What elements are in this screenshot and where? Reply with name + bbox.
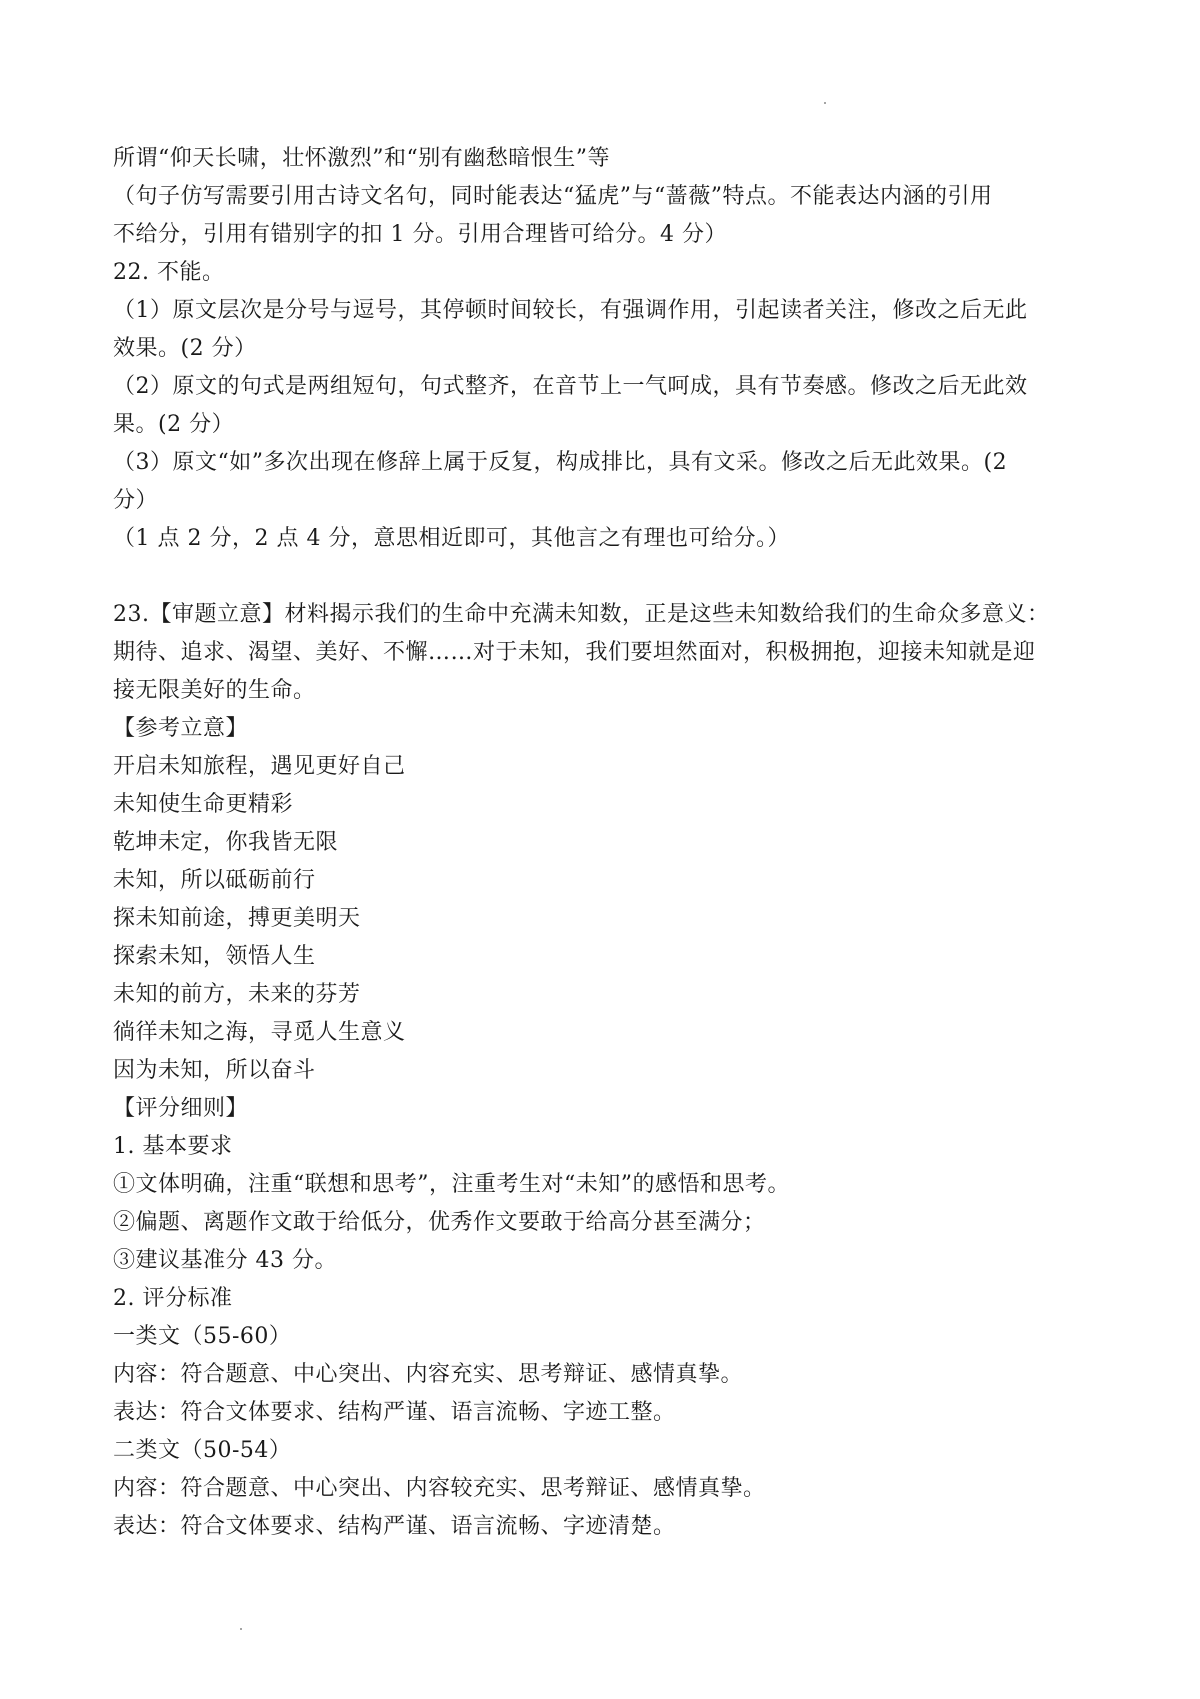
scan-speck bbox=[824, 102, 826, 104]
text-line: （1）原文层次是分号与逗号，其停顿时间较长，有强调作用，引起读者关注，修改之后无此 bbox=[113, 298, 1028, 323]
text-line: 一类文（55-60） bbox=[113, 1324, 292, 1349]
text-line: 2. 评分标准 bbox=[113, 1286, 233, 1311]
text-line: 果。(2 分） bbox=[113, 412, 235, 437]
text-line: 乾坤未定，你我皆无限 bbox=[113, 830, 339, 855]
text-line: 开启未知旅程，遇见更好自己 bbox=[113, 754, 406, 779]
text-line: ②偏题、离题作文敢于给低分，优秀作文要敢于给高分甚至满分； bbox=[113, 1210, 766, 1235]
paragraph-gap bbox=[113, 558, 1103, 596]
section-heading: 【参考立意】 bbox=[113, 716, 249, 741]
text-line: 接无限美好的生命。 bbox=[113, 678, 316, 703]
text-line: 因为未知，所以奋斗 bbox=[113, 1058, 316, 1083]
text-line: 徜徉未知之海，寻觅人生意义 bbox=[113, 1020, 406, 1045]
text-line: 内容：符合题意、中心突出、内容较充实、思考辩证、感情真挚。 bbox=[113, 1476, 766, 1501]
text-line: 效果。(2 分） bbox=[113, 336, 257, 361]
text-line: （2）原文的句式是两组短句，句式整齐，在音节上一气呵成，具有节奏感。修改之后无此效 bbox=[113, 374, 1028, 399]
text-line: 未知的前方，未来的芬芳 bbox=[113, 982, 361, 1007]
text-line: 未知，所以砥砺前行 bbox=[113, 868, 316, 893]
text-line: 内容：符合题意、中心突出、内容充实、思考辩证、感情真挚。 bbox=[113, 1362, 744, 1387]
text-line: ③建议基准分 43 分。 bbox=[113, 1248, 337, 1273]
text-line: （1 点 2 分，2 点 4 分，意思相近即可，其他言之有理也可给分。） bbox=[113, 526, 790, 551]
text-line: （句子仿写需要引用古诗文名句，同时能表达“猛虎”与“蔷薇”特点。不能表达内涵的引用 bbox=[113, 184, 993, 209]
document-page bbox=[113, 140, 1103, 1546]
text-line: 表达：符合文体要求、结构严谨、语言流畅、字迹工整。 bbox=[113, 1400, 676, 1425]
text-line: 表达：符合文体要求、结构严谨、语言流畅、字迹清楚。 bbox=[113, 1514, 676, 1539]
text-line: 1. 基本要求 bbox=[113, 1134, 233, 1159]
section-heading: 【评分细则】 bbox=[113, 1096, 249, 1121]
text-line: ①文体明确，注重“联想和思考”，注重考生对“未知”的感悟和思考。 bbox=[113, 1172, 790, 1197]
text-line: 22. 不能。 bbox=[113, 260, 225, 285]
text-line: 未知使生命更精彩 bbox=[113, 792, 294, 817]
text-line: 分） bbox=[113, 488, 159, 513]
text-line: 期待、追求、渴望、美好、不懈……对于未知，我们要坦然面对，积极拥抱，迎接未知就是迎 bbox=[113, 640, 1036, 665]
text-line: 不给分，引用有错别字的扣 1 分。引用合理皆可给分。4 分） bbox=[113, 222, 727, 247]
text-line: 探未知前途，搏更美明天 bbox=[113, 906, 361, 931]
text-line: 二类文（50-54） bbox=[113, 1438, 292, 1463]
text-line: 23.【审题立意】材料揭示我们的生命中充满未知数，正是这些未知数给我们的生命众多意义： bbox=[113, 602, 1050, 627]
text-line: （3）原文“如”多次出现在修辞上属于反复，构成排比，具有文采。修改之后无此效果。(2 bbox=[113, 450, 1008, 475]
text-line: 所谓“仰天长啸，壮怀激烈”和“别有幽愁暗恨生”等 bbox=[113, 146, 610, 171]
text-line: 探索未知，领悟人生 bbox=[113, 944, 316, 969]
scan-speck bbox=[240, 1628, 242, 1630]
